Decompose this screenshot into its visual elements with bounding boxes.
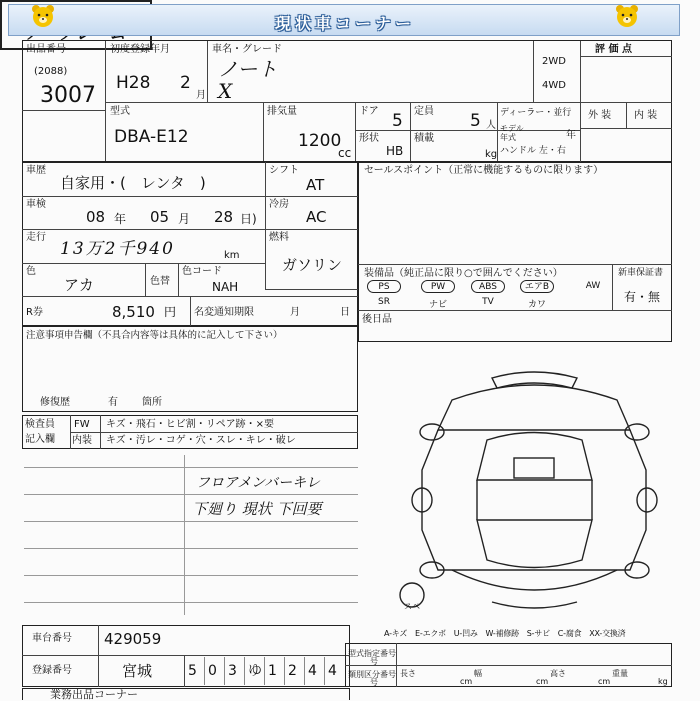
- header-title: 現状車コーナー: [274, 14, 415, 33]
- doors-label: ドア: [359, 106, 379, 117]
- load-unit: kg: [485, 149, 498, 160]
- interior-label: 内 装: [634, 110, 658, 121]
- shift-value: AT: [306, 176, 325, 194]
- registration-place: 宮城: [122, 662, 153, 680]
- equip-ps: PS: [367, 280, 401, 293]
- mileage-unit: km: [224, 250, 240, 261]
- colorcode-value: NAH: [212, 280, 239, 294]
- aircon-label: 冷房: [269, 199, 289, 210]
- color-label: 色: [26, 266, 36, 277]
- bear-mascot-icon: [612, 3, 642, 29]
- displacement-value: 1200: [298, 131, 342, 151]
- repair-value: 有: [108, 397, 118, 408]
- spare-tire-label: スペ: [404, 602, 420, 611]
- reg-digit-7: 4: [308, 663, 317, 679]
- model-year-label2: 年式: [500, 133, 516, 142]
- drive-2wd: 2WD: [542, 56, 566, 67]
- first-reg-era: H28: [116, 73, 151, 93]
- interior-insp-text: キズ・汚レ・コゲ・穴・スレ・キレ・破レ: [106, 435, 296, 446]
- inspection-month-unit: 月: [178, 212, 191, 226]
- reg-digit-1: 5: [188, 663, 197, 679]
- first-reg-label: 初度登録年月: [110, 44, 170, 55]
- equip-airbag: エアB: [520, 280, 554, 293]
- weight-label: 重量: [612, 669, 628, 678]
- fuel-label: 燃料: [269, 232, 289, 243]
- height-unit: cm: [598, 677, 611, 686]
- aircon-value: AC: [306, 208, 327, 226]
- car-damage-diagram: [392, 370, 677, 620]
- lot-label: 出品番号: [26, 44, 66, 55]
- handle-label: ハンドル 左・右: [500, 146, 566, 156]
- class-label: 類別区分番号: [348, 670, 396, 679]
- equip-aw: AW: [585, 281, 601, 291]
- drive-4wd: 4WD: [542, 80, 566, 91]
- history-label: 車歴: [26, 165, 46, 176]
- recycle-unit: 円: [164, 305, 177, 319]
- reg-digit-3: 3: [228, 663, 237, 679]
- fw-text: キズ・飛石・ヒビ割・リペア跡・×要: [106, 419, 274, 430]
- capacity-unit: 人: [486, 120, 496, 131]
- car-name: ノート: [218, 57, 278, 81]
- car-grade: X: [218, 79, 233, 103]
- mileage-label: 走行: [26, 232, 46, 243]
- evaluation-label: 評 価 点: [595, 44, 632, 55]
- equip-leather: カワ: [527, 300, 546, 310]
- inspector-label2: 記入欄: [25, 434, 55, 445]
- model-label: 型式: [110, 106, 130, 117]
- recycle-value: 8,510: [112, 303, 155, 321]
- chassis-value: 429059: [104, 630, 162, 648]
- equip-sr: SR: [378, 297, 390, 307]
- reg-digit-5: 1: [268, 663, 277, 679]
- inspection-label: 車検: [26, 199, 46, 210]
- mileage-value: 13万2千940: [60, 239, 175, 259]
- reg-digit-2: 0: [208, 663, 217, 679]
- tax-notice-month: 月: [290, 307, 300, 318]
- equip-pw: PW: [421, 280, 455, 293]
- car-name-label: 車名・グレード: [212, 44, 282, 55]
- displacement-unit: cc: [338, 146, 352, 160]
- reg-digit-6: 2: [288, 663, 297, 679]
- load-label: 積載: [414, 133, 434, 144]
- designation-mark: 号: [370, 657, 378, 666]
- class-mark: 号: [370, 678, 378, 687]
- rear-seat-label: 後日品: [362, 314, 392, 325]
- registration-label: 登録番号: [32, 665, 72, 676]
- inspection-year: 08: [86, 208, 106, 226]
- chassis-label: 車台番号: [32, 633, 72, 644]
- equipment-label: 装備品（純正品に限り○で囲んでください）: [364, 268, 563, 279]
- notes-label: 注意事項申告欄（不具合内容等は具体的に記入して下さい）: [26, 330, 283, 341]
- footer-text: 業務出品コーナー: [50, 688, 138, 701]
- model-year-unit: 年: [566, 130, 576, 141]
- repair-place: 箇所: [142, 397, 162, 408]
- reg-digit-8: 4: [328, 663, 337, 679]
- weight-unit: kg: [658, 677, 668, 686]
- dealer-label: ディーラー・並行: [500, 108, 572, 118]
- inspection-year-unit: 年: [114, 212, 127, 226]
- inspection-day: 28: [214, 208, 234, 226]
- colorcode-label: 色コード: [182, 266, 222, 277]
- tax-notice-label: 名変通知期限: [194, 307, 254, 318]
- width-unit: cm: [536, 677, 549, 686]
- color-value: アカ: [64, 276, 94, 294]
- reg-digit-4: ゆ: [248, 663, 262, 679]
- width-label: 幅: [474, 669, 482, 678]
- length-unit: cm: [460, 677, 473, 686]
- warranty-value: 有・無: [624, 290, 661, 304]
- model-year-label1: モデル: [500, 124, 524, 133]
- equip-abs: ABS: [471, 280, 505, 293]
- shape-value: HB: [386, 144, 404, 158]
- equip-navi: ナビ: [428, 300, 447, 310]
- bear-mascot-icon: [28, 3, 58, 29]
- lot-number: 3007: [40, 83, 96, 108]
- first-reg-month-unit: 月: [196, 90, 206, 101]
- length-label: 長さ: [400, 669, 416, 678]
- inspector-label1: 検査員: [25, 419, 55, 430]
- handwritten-line1: フロアメンバーキレ: [196, 475, 321, 491]
- fw-label: FW: [74, 419, 90, 430]
- right-middle-section: [358, 162, 672, 342]
- fuel-value: ガソリン: [282, 256, 343, 274]
- designation-label: 型式指定番号: [348, 649, 396, 658]
- repair-label: 修復歴: [40, 397, 70, 408]
- shape-label: 形状: [359, 133, 379, 144]
- header-bar: [8, 4, 680, 36]
- warranty-label: 新車保証書: [618, 268, 664, 278]
- shift-label: シフト: [269, 165, 299, 176]
- tax-notice-day: 日: [340, 307, 350, 318]
- capacity-value: 5: [470, 111, 481, 131]
- recycle-label: R券: [26, 307, 43, 318]
- history-value: 自家用・( レンタ ): [60, 174, 206, 192]
- handwritten-line2: 下廻り 現状 下回要: [192, 500, 322, 518]
- capacity-label: 定員: [414, 106, 434, 117]
- inspection-day-unit: 日): [240, 212, 257, 226]
- model-value: DBA-E12: [114, 127, 189, 147]
- inspection-month: 05: [150, 208, 170, 226]
- color-change-label: 色替: [150, 276, 170, 287]
- displacement-label: 排気量: [267, 106, 297, 117]
- height-label: 高さ: [550, 669, 566, 678]
- first-reg-month: 2: [180, 73, 191, 93]
- interior-insp-label: 内装: [72, 435, 92, 446]
- damage-legend: A-キズ E-エクボ U-凹み W-補修跡 S-サビ C-腐食 XX-交換済: [384, 629, 626, 638]
- sales-point-label: セールスポイント（正常に機能するものに限ります）: [364, 165, 604, 176]
- exterior-label: 外 装: [588, 110, 612, 121]
- equip-tv: TV: [482, 297, 494, 307]
- doors-value: 5: [392, 111, 403, 131]
- lot-sub: (2088): [34, 66, 68, 77]
